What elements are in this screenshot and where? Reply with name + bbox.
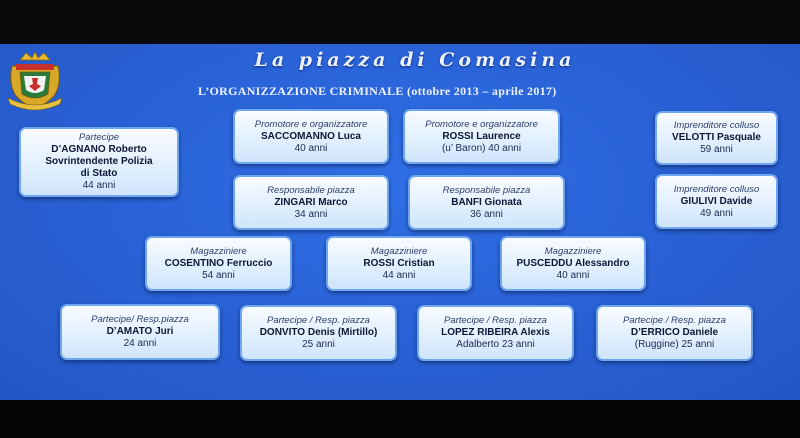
member-age: 40 anni <box>294 142 328 154</box>
member-role: Responsabile piazza <box>442 184 531 196</box>
member-name: SACCOMANNO Luca <box>260 130 361 142</box>
member-name: COSENTINO Ferruccio <box>164 257 273 269</box>
member-age: Adalberto 23 anni <box>456 339 535 350</box>
member-role: Magazziniere <box>370 245 428 257</box>
member-box-banfi <box>408 175 565 230</box>
member-age: 44 anni <box>82 180 116 191</box>
member-name: BANFI Gionata <box>451 196 522 208</box>
member-age: 54 anni <box>202 269 235 281</box>
member-name-line3: di Stato <box>80 168 118 179</box>
member-role: Imprenditore colluso <box>673 120 760 131</box>
member-box-rossi-cristian <box>326 236 472 291</box>
member-box-zingari <box>233 175 389 230</box>
member-box-donvito <box>240 305 397 361</box>
member-role: Partecipe / Resp. piazza <box>444 315 547 326</box>
member-name: D’AMATO Juri <box>106 326 174 337</box>
member-role: Partecipe / Resp. piazza <box>267 315 370 326</box>
member-age: 59 anni <box>700 144 733 155</box>
member-role: Responsabile piazza <box>267 184 355 196</box>
member-name: ZINGARI Marco <box>274 196 348 208</box>
member-age: 40 anni <box>556 269 590 281</box>
member-name: GIULIVI Davide <box>680 195 753 207</box>
member-name: VELOTTI Pasquale <box>672 132 761 143</box>
member-age: 25 anni <box>302 339 335 350</box>
member-name: ROSSI Laurence <box>442 130 521 142</box>
member-role: Promotore e organizzatore <box>425 118 538 130</box>
member-box-saccomanno <box>233 109 389 164</box>
member-box-damato <box>60 304 220 360</box>
member-role: Partecipe/ Resp.piazza <box>91 314 189 325</box>
member-box-rossi-laurence <box>403 109 560 164</box>
subtitle: L’ORGANIZZAZIONE CRIMINALE (ottobre 2013 – aprile 2017) <box>198 84 557 98</box>
member-box-derrico <box>596 305 753 361</box>
member-age: 49 anni <box>700 207 733 219</box>
member-age: (Ruggine) 25 anni <box>634 339 715 350</box>
member-age: 24 anni <box>123 338 157 349</box>
member-name: DONVITO Denis (Mirtillo) <box>259 327 378 338</box>
member-age: 44 anni <box>382 269 416 281</box>
member-age: 36 anni <box>470 208 503 220</box>
member-box-cosentino <box>145 236 292 291</box>
member-box-dagnano <box>19 127 179 197</box>
member-name: D’AGNANO Roberto <box>51 144 147 155</box>
member-name: LOPEZ RIBEIRA Alexis <box>441 327 550 338</box>
member-name: PUSCEDDU Alessandro <box>516 257 630 269</box>
member-box-velotti <box>655 111 778 165</box>
member-role: Imprenditore colluso <box>673 183 760 195</box>
member-role: Magazziniere <box>190 245 247 257</box>
member-role: Partecipe <box>78 132 120 143</box>
member-box-giulivi <box>655 174 778 229</box>
member-box-pusceddu <box>500 236 646 291</box>
member-age: (u’ Baron) 40 anni <box>441 142 522 154</box>
member-name-line2: Sovrintendente Polizia <box>45 156 153 167</box>
dark-border-bottom <box>0 400 800 438</box>
member-role: Magazziniere <box>544 245 602 257</box>
member-role: Promotore e organizzatore <box>254 118 368 130</box>
page-title: La piazza di Comasina <box>254 49 576 71</box>
member-age: 34 anni <box>294 208 328 220</box>
member-role: Partecipe / Resp. piazza <box>623 315 726 326</box>
member-name: ROSSI Cristian <box>363 257 435 269</box>
member-box-lopez-ribeira <box>417 305 574 361</box>
member-name: D’ERRICO Daniele <box>630 327 719 338</box>
